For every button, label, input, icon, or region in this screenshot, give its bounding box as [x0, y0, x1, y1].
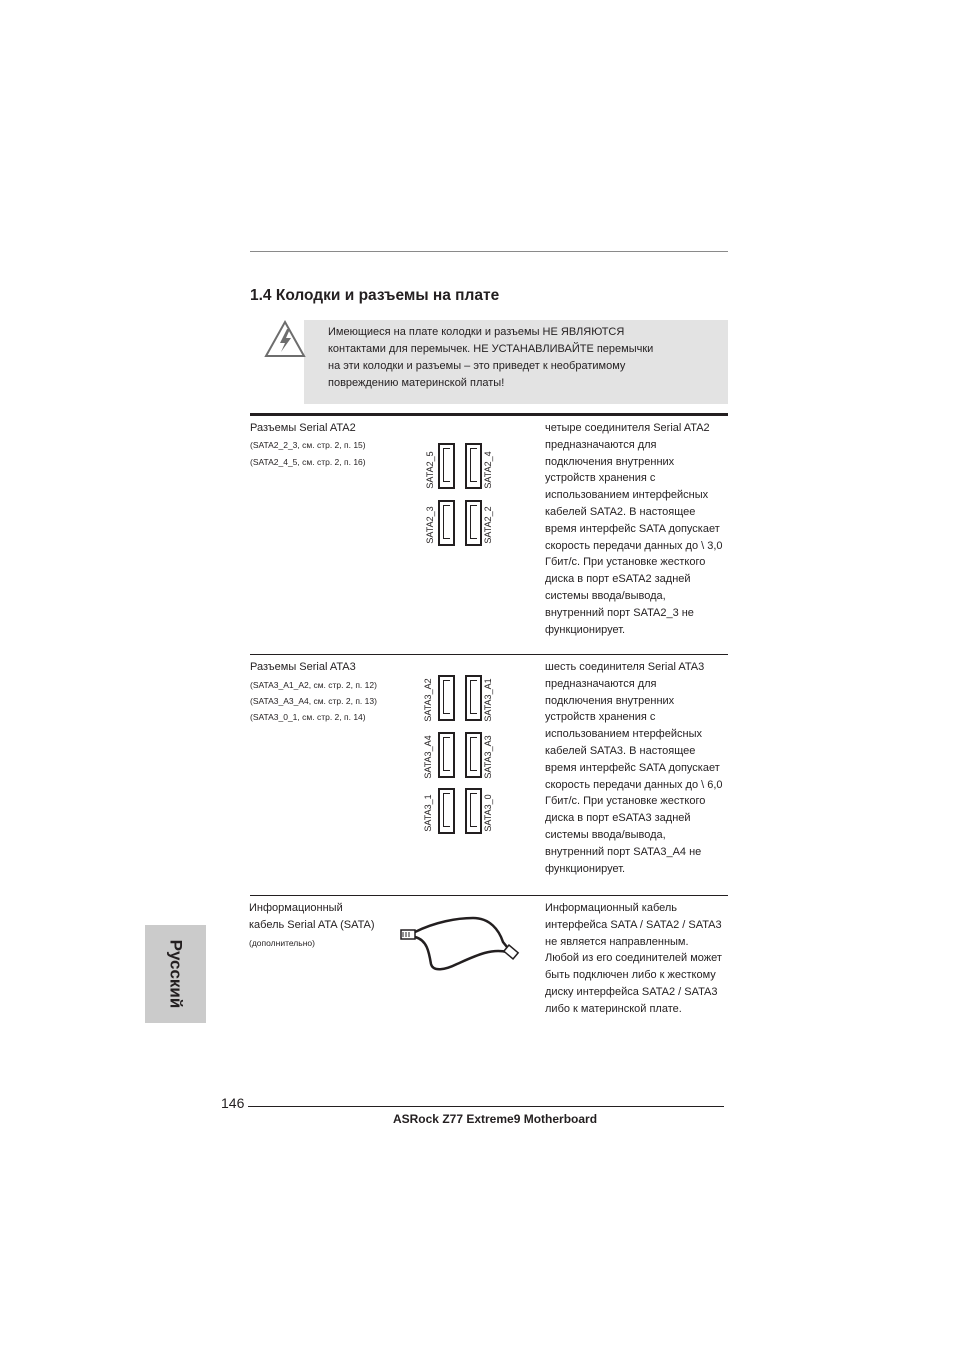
- sata3-ref: (SATA3_A3_A4, см. стр. 2, п. 13): [250, 696, 377, 706]
- sata-port: [465, 675, 482, 721]
- warning-lightning-icon: [264, 319, 306, 359]
- footer-rule: [248, 1106, 724, 1107]
- desc-line: диска в порт eSATA2 задней: [545, 573, 691, 586]
- desc-line: системы ввода/вывода,: [545, 828, 666, 841]
- header-rule: [250, 251, 728, 252]
- warning-line: повреждению материнской платы!: [328, 377, 505, 389]
- desc-line: не является направленным.: [545, 935, 689, 948]
- row-divider: [250, 654, 728, 655]
- desc-line: скорость передачи данных до \ 3,0: [545, 539, 723, 552]
- sata-port: [438, 788, 455, 834]
- desc-line: интерфейса SATA / SATA2 / SATA3: [545, 918, 722, 931]
- sata3-ref: (SATA3_A1_A2, см. стр. 2, п. 12): [250, 680, 377, 690]
- port-label: SATA3_A2: [423, 678, 433, 722]
- port-label: SATA3_A1: [483, 678, 493, 722]
- desc-line: Информационный кабель: [545, 902, 678, 914]
- warning-text: [328, 324, 718, 392]
- language-tab-label-wrap: [145, 925, 206, 1023]
- page-number: 146: [221, 1095, 245, 1111]
- cable-label: кабель Serial ATA (SATA): [249, 919, 375, 931]
- desc-line: время интерфейс SATA допускает: [545, 522, 720, 535]
- desc-line: диска в порт eSATA3 задней: [545, 812, 691, 825]
- sata2-description: [545, 420, 735, 638]
- port-label: SATA2_3: [425, 506, 435, 544]
- sata-port: [465, 732, 482, 778]
- desc-line: шесть соединителя Serial ATA3: [545, 661, 705, 673]
- section-title: 1.4 Колодки и разъемы на плате: [250, 287, 500, 304]
- port-label: SATA2_2: [483, 506, 493, 544]
- warning-line: на эти колодки и разъемы – это приведет к необратимому: [328, 360, 626, 372]
- sata2-ref: (SATA2_4_5, см. стр. 2, п. 16): [250, 457, 366, 467]
- desc-line: подключения внутренних: [545, 455, 675, 468]
- cable-description: [545, 900, 735, 1018]
- port-label: SATA3_A3: [483, 735, 493, 779]
- sata-port: [465, 788, 482, 834]
- sata3-ref: (SATA3_0_1, см. стр. 2, п. 14): [250, 712, 366, 722]
- sata3-description: [545, 659, 735, 877]
- desc-line: внутренний порт SATA2_3 не: [545, 606, 694, 619]
- desc-line: предназначаются для: [545, 677, 657, 690]
- desc-line: устройств хранения с: [545, 711, 656, 724]
- port-label: SATA3_A4: [423, 735, 433, 779]
- cable-note: (дополнительно): [249, 938, 315, 948]
- sata2-ref: (SATA2_2_3, см. стр. 2, п. 15): [250, 440, 366, 450]
- desc-line: Гбит/с. При установке жесткого: [545, 795, 706, 808]
- table-top-rule: [250, 413, 728, 416]
- row-divider: [250, 895, 728, 896]
- desc-line: функционирует.: [545, 623, 626, 636]
- warning-line: контактами для перемычек. НЕ УСТАНАВЛИВАЙТЕ перемычки: [328, 343, 654, 355]
- desc-line: кабелей SATA2. В настоящее: [545, 505, 696, 518]
- desc-line: быть подключен либо к жесткому: [545, 969, 716, 982]
- desc-line: внутренний порт SATA3_A4 не: [545, 845, 702, 858]
- sata-port: [465, 443, 482, 489]
- sata-cable-image: [395, 912, 525, 974]
- port-label: SATA2_4: [483, 451, 493, 489]
- sata2-label: Разъемы Serial ATA2: [250, 422, 356, 434]
- desc-line: подключения внутренних: [545, 694, 675, 707]
- desc-line: Гбит/с. При установке жесткого: [545, 556, 706, 569]
- desc-line: Любой из его соединителей может: [545, 952, 722, 965]
- warning-line: Имеющиеся на плате колодки и разъемы НЕ ЯВЛЯЮТСЯ: [328, 326, 625, 338]
- footer-product: ASRock Z77 Extreme9 Motherboard: [392, 1112, 598, 1126]
- desc-line: кабелей SATA3. В настоящее: [545, 744, 696, 757]
- desc-line: либо к материнской плате.: [545, 1002, 682, 1015]
- sata3-label: Разъемы Serial ATA3: [250, 661, 356, 673]
- desc-line: использованием нтерфейсных: [545, 728, 702, 741]
- cable-label: Информационный: [249, 902, 343, 914]
- sata-port: [438, 732, 455, 778]
- desc-line: диску интерфейса SATA2 / SATA3: [545, 985, 718, 998]
- language-tab-label: Русский: [166, 939, 186, 1009]
- sata-port: [438, 675, 455, 721]
- desc-line: функционирует.: [545, 862, 626, 875]
- desc-line: время интерфейс SATA допускает: [545, 761, 720, 774]
- desc-line: устройств хранения с: [545, 472, 656, 485]
- port-label: SATA2_5: [425, 451, 435, 489]
- desc-line: предназначаются для: [545, 438, 657, 451]
- sata-port: [465, 500, 482, 546]
- sata-port: [438, 443, 455, 489]
- desc-line: четыре соединителя Serial ATA2: [545, 422, 710, 434]
- desc-line: скорость передачи данных до \ 6,0: [545, 778, 723, 791]
- port-label: SATA3_1: [423, 794, 433, 832]
- sata-port: [438, 500, 455, 546]
- desc-line: использованием интерфейсных: [545, 489, 709, 502]
- desc-line: системы ввода/вывода,: [545, 589, 666, 602]
- port-label: SATA3_0: [483, 794, 493, 832]
